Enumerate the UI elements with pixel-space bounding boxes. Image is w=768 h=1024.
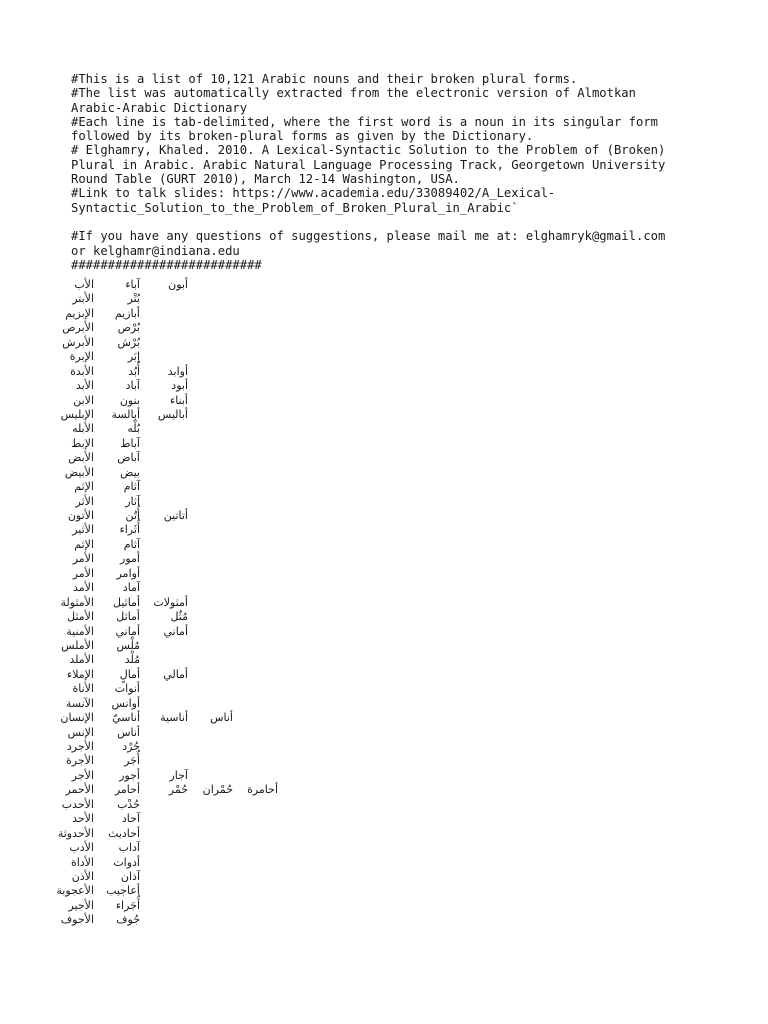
singular-noun: الأعجوبة — [56, 884, 94, 898]
word-row — [0, 581, 768, 595]
word-row — [0, 437, 768, 451]
plural-form: بيض — [120, 465, 140, 479]
plural-form: بُلْه — [127, 422, 140, 436]
singular-noun: الأملس — [61, 638, 94, 652]
plural-form: آباء — [125, 278, 140, 291]
singular-noun: الأب — [74, 278, 94, 291]
word-row — [0, 321, 768, 335]
header-line: #Each line is tab-delimited, where the first word is a noun in its singular form — [71, 114, 658, 129]
singular-noun: الأذن — [71, 869, 94, 883]
word-row — [0, 567, 768, 581]
singular-noun: الأبيض — [64, 465, 94, 479]
plural-form: أُتُن — [125, 509, 140, 522]
singular-noun: الآنسة — [65, 696, 94, 710]
plural-form: أوانس — [111, 696, 140, 710]
word-row — [0, 509, 768, 523]
plural-form: أُثَراء — [119, 523, 140, 537]
singular-noun: الأحدب — [61, 797, 94, 811]
singular-noun: الأمثل — [67, 610, 94, 624]
header-line: # Elghamry, Khaled. 2010. A Lexical-Syntactic Solution to the Problem of (Broken) — [71, 143, 666, 158]
word-row — [0, 379, 768, 393]
word-row — [0, 870, 768, 884]
plural-form: أبناء — [170, 393, 188, 407]
word-row — [0, 827, 768, 841]
word-row — [0, 466, 768, 480]
singular-noun: الإبط — [71, 436, 94, 450]
singular-noun: الأجرة — [66, 754, 94, 768]
word-row — [0, 365, 768, 379]
plural-form: مُلْس — [116, 638, 140, 652]
plural-form: أوامر — [116, 566, 140, 580]
plural-form: آذان — [120, 869, 140, 883]
plural-form: آجار — [169, 768, 188, 782]
singular-noun: الأبد — [75, 379, 94, 393]
singular-noun: الأبرص — [62, 321, 94, 335]
word-row — [0, 639, 768, 653]
singular-noun: الإنس — [67, 725, 94, 739]
word-row — [0, 422, 768, 436]
plural-form: مُثُل — [170, 610, 188, 624]
plural-form: بُرْش — [117, 335, 140, 349]
word-row — [0, 610, 768, 624]
plural-form: أُجَر — [124, 754, 140, 768]
header-line: or kelghamr@indiana.edu — [71, 243, 240, 258]
plural-form: أنوات — [114, 682, 140, 696]
word-row — [0, 653, 768, 667]
word-row — [0, 292, 768, 306]
singular-noun: الأبتر — [72, 292, 94, 306]
plural-form: أناس — [117, 725, 140, 739]
singular-noun: الأملد — [69, 653, 94, 667]
singular-noun: الأجرد — [66, 740, 94, 753]
word-row — [0, 625, 768, 639]
plural-form: أمالٍ — [119, 667, 140, 681]
singular-noun: الأناة — [72, 682, 94, 696]
plural-form: جُوف — [116, 913, 140, 927]
singular-noun: الأجر — [71, 768, 94, 782]
singular-noun: الأمر — [72, 552, 94, 566]
singular-noun: الأبرش — [62, 335, 94, 349]
plural-form: أناسية — [160, 711, 188, 725]
plural-form: أجور — [119, 768, 140, 782]
plural-form: حُدْب — [117, 797, 140, 811]
word-row — [0, 913, 768, 927]
singular-noun: الابن — [73, 393, 94, 407]
word-row — [0, 841, 768, 855]
plural-form: آباض — [117, 451, 140, 465]
plural-form: آباد — [125, 379, 140, 393]
singular-noun: الأداة — [70, 855, 94, 869]
header-line: Plural in Arabic. Arabic Natural Language Processing Track, Georgetown University — [71, 157, 666, 172]
singular-noun: الأثير — [72, 523, 94, 537]
singular-noun: الأتون — [67, 509, 94, 522]
word-row — [0, 726, 768, 740]
singular-noun: الأجير — [68, 898, 94, 912]
word-row — [0, 408, 768, 422]
plural-form: أماني — [163, 624, 188, 638]
word-row — [0, 783, 768, 797]
plural-form: آباط — [120, 436, 140, 450]
plural-form: أحاديث — [108, 826, 140, 840]
plural-form: بُرْص — [117, 321, 140, 335]
plural-form: أماثل — [116, 610, 140, 624]
plural-form: أبالسة — [111, 407, 140, 421]
word-row — [0, 350, 768, 364]
header-line: #If you have any questions of suggestions, please mail me at: elghamryk@gmail.com — [71, 229, 666, 244]
word-row — [0, 307, 768, 321]
singular-noun: الإثم — [74, 480, 94, 494]
header-line: ########################## — [71, 257, 262, 272]
plural-form: أحامر — [114, 783, 140, 797]
plural-form: أناس — [210, 711, 233, 725]
word-row — [0, 394, 768, 408]
singular-noun: الأمنية — [66, 624, 94, 638]
singular-noun: الأبدة — [70, 364, 94, 378]
word-row — [0, 495, 768, 509]
plural-form: آداب — [118, 841, 140, 855]
plural-form: أبون — [168, 278, 188, 291]
plural-form: أُجَراء — [115, 898, 140, 912]
plural-form: أمالي — [163, 667, 188, 681]
plural-form: أُبُد — [128, 364, 140, 378]
plural-form: حُمْر — [168, 783, 188, 797]
singular-noun: الأدب — [69, 841, 94, 855]
plural-form: بنون — [119, 393, 140, 407]
singular-noun: الإملاء — [67, 667, 94, 681]
singular-noun: الإبرة — [69, 350, 94, 364]
plural-form: أعاجيب — [106, 884, 140, 898]
plural-form: أتاتين — [163, 509, 188, 522]
word-row — [0, 596, 768, 610]
header-line: Arabic-Arabic Dictionary — [71, 100, 248, 115]
plural-form: أمور — [120, 552, 140, 566]
plural-form: أبازيم — [114, 306, 140, 320]
singular-noun: الأبض — [68, 451, 94, 465]
singular-noun: الأثر — [75, 494, 94, 508]
word-row — [0, 884, 768, 898]
header-line: Syntactic_Solution_to_the_Problem_of_Broken_Plural_in_Arabic` — [71, 200, 519, 215]
header-line: #Link to talk slides: https://www.academia.edu/33089402/A_Lexical- — [71, 186, 556, 201]
plural-form: أناسيّ — [112, 711, 140, 725]
word-row — [0, 451, 768, 465]
singular-noun: الأحمر — [65, 783, 94, 797]
singular-noun: الأبله — [72, 422, 94, 436]
plural-form: أوابد — [167, 364, 188, 378]
word-row — [0, 336, 768, 350]
singular-noun: الإبزيم — [65, 306, 94, 320]
word-row — [0, 769, 768, 783]
plural-form: أباليس — [157, 407, 188, 421]
plural-form: أحامرة — [247, 783, 278, 797]
singular-noun: الأمد — [73, 581, 94, 595]
plural-form: آثام — [123, 480, 140, 494]
header-line: Round Table (GURT 2010), March 12-14 Washington, USA. — [71, 172, 460, 187]
plural-form: آثام — [123, 537, 140, 551]
singular-noun: الإبليس — [60, 407, 94, 421]
header-line: #This is a list of 10,121 Arabic nouns and their broken plural forms. — [71, 72, 578, 86]
header-comments — [71, 72, 731, 272]
word-row — [0, 711, 768, 725]
singular-noun: الأمثولة — [60, 595, 94, 609]
plural-form: أدوات — [113, 855, 140, 869]
plural-form: مُلْد — [124, 653, 140, 667]
plural-form: آحاد — [121, 812, 140, 826]
header-line — [71, 215, 731, 229]
plural-form: بُتْر — [127, 292, 140, 306]
plural-form: آثار — [125, 494, 140, 508]
singular-noun: الإثم — [74, 537, 94, 551]
word-row — [0, 668, 768, 682]
word-row — [0, 899, 768, 913]
word-row — [0, 480, 768, 494]
plural-form: إبَر — [127, 350, 140, 364]
header-line: #The list was automatically extracted from the electronic version of Almotkan — [71, 86, 636, 101]
word-row — [0, 697, 768, 711]
word-row — [0, 798, 768, 812]
plural-form: أمثولات — [153, 595, 188, 609]
plural-form: أبود — [171, 379, 188, 393]
word-row — [0, 538, 768, 552]
singular-noun: الأجوف — [60, 913, 94, 927]
singular-noun: الأمر — [72, 566, 94, 580]
singular-noun: الأحدوثة — [57, 826, 94, 840]
word-row — [0, 856, 768, 870]
singular-noun: الإنسان — [60, 711, 94, 725]
word-row — [0, 754, 768, 768]
word-list — [0, 278, 768, 928]
word-row — [0, 682, 768, 696]
word-row — [0, 812, 768, 826]
word-row — [0, 552, 768, 566]
word-row — [0, 278, 768, 292]
plural-form: أماني — [115, 624, 140, 638]
plural-form: أماثيل — [112, 595, 140, 609]
header-line: followed by its broken-plural forms as given by the Dictionary. — [71, 129, 534, 144]
plural-form: حُمْران — [202, 783, 233, 797]
singular-noun: الأحد — [72, 812, 94, 826]
plural-form: آماد — [122, 581, 140, 595]
word-row — [0, 523, 768, 537]
word-row — [0, 740, 768, 754]
plural-form: جُرْد — [122, 740, 140, 753]
